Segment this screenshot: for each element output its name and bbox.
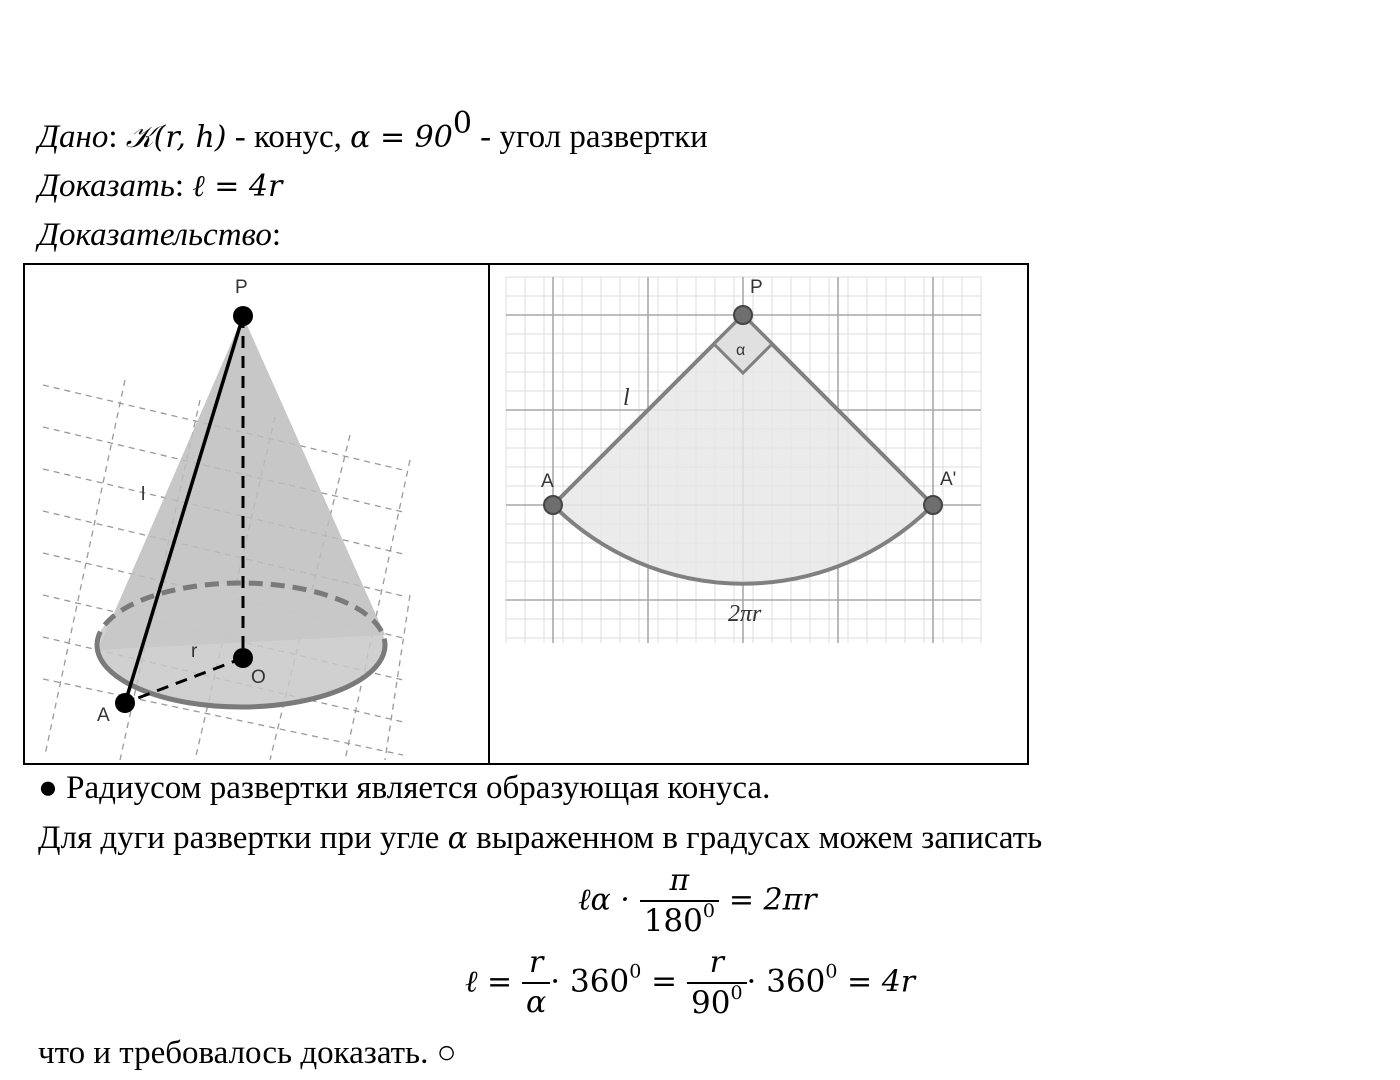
point-a — [115, 693, 135, 713]
given-cone-text: - конус, — [226, 119, 351, 155]
proof-line: Доказательство: — [38, 217, 282, 253]
eq2-frac2-den-value: 90 — [690, 985, 731, 1021]
arc-sentence — [38, 818, 1042, 859]
point-p-dev — [734, 306, 752, 324]
arc-sentence-b: выраженном в градусах можем записать — [467, 820, 1043, 856]
label-r: r — [191, 641, 198, 662]
eq1-rhs: = 2πr — [728, 882, 817, 918]
given-cone-expr: 𝒦(r, h) — [125, 120, 227, 155]
point-a-dev — [544, 496, 562, 514]
figure-panel — [23, 263, 1029, 765]
arc-sentence-alpha: α — [447, 821, 468, 856]
eq2-frac2-num: r — [687, 944, 747, 984]
label-a: A — [97, 705, 110, 726]
point-p — [233, 306, 253, 326]
bullet-line: ● Радиусом развертки является образующая конуса. — [38, 770, 771, 806]
given-label: Дано — [38, 119, 109, 155]
prove-label: Доказать — [38, 168, 175, 204]
label-alpha-dev: α — [736, 342, 746, 359]
eq2-frac1-num: r — [522, 944, 550, 984]
given-line: Дано: 𝒦(r, h) - конус, $\alpha = 90^0$ - угол развертки — [38, 106, 708, 155]
point-o — [233, 648, 253, 668]
label-arc-dev: 2πr — [728, 601, 762, 627]
prove-expr: ℓ = 4r — [192, 169, 283, 204]
label-a-prime-dev: A' — [940, 469, 957, 490]
prove-line: Доказать: ℓ = 4r — [38, 168, 283, 204]
label-p: P — [235, 277, 248, 298]
eq2-fraction-2 — [687, 944, 747, 1022]
given-angle-text: - угол развертки — [471, 119, 708, 155]
cone-figure — [25, 265, 488, 763]
eq1-den-sup: 0 — [702, 900, 715, 922]
eq2-frac2-den — [687, 984, 747, 1022]
equation-1 — [578, 862, 817, 940]
eq2-mid1-sup: 0 — [629, 960, 642, 983]
given-angle-expr: α = 90 — [350, 120, 453, 155]
arc-sentence-a: Для дуги развертки при угле — [38, 820, 448, 856]
development-figure — [490, 265, 1027, 763]
eq1-num: π — [640, 862, 719, 902]
eq2-mid2: · 360 — [746, 963, 826, 1000]
given-angle-sup: 0 — [452, 106, 472, 141]
point-a-prime-dev — [924, 496, 942, 514]
eq2-mid2-sup: 0 — [825, 960, 838, 983]
label-l-dev: l — [623, 385, 630, 411]
eq2-lhs: ℓ = — [465, 964, 513, 1000]
eq2-rhs: = 4r — [837, 964, 916, 1000]
label-l: l — [141, 484, 146, 505]
eq2-eq: = — [641, 963, 678, 1000]
label-p-dev: P — [750, 277, 763, 298]
eq1-den-value: 180 — [643, 903, 703, 939]
eq2-frac1-den: α — [526, 985, 547, 1020]
eq2-fraction-1 — [522, 944, 550, 1022]
label-o: O — [251, 667, 266, 688]
label-a-dev: A — [541, 471, 554, 492]
eq1-lhs: ℓα · — [578, 882, 630, 918]
equation-2 — [465, 944, 915, 1022]
proof-label: Доказательство — [38, 217, 272, 253]
eq1-fraction — [640, 862, 719, 940]
conclusion-line: что и требовалось доказать. ○ — [38, 1035, 457, 1071]
eq2-frac2-den-sup: 0 — [730, 982, 743, 1004]
eq2-mid1: · 360 — [550, 963, 630, 1000]
eq1-den — [640, 902, 719, 940]
